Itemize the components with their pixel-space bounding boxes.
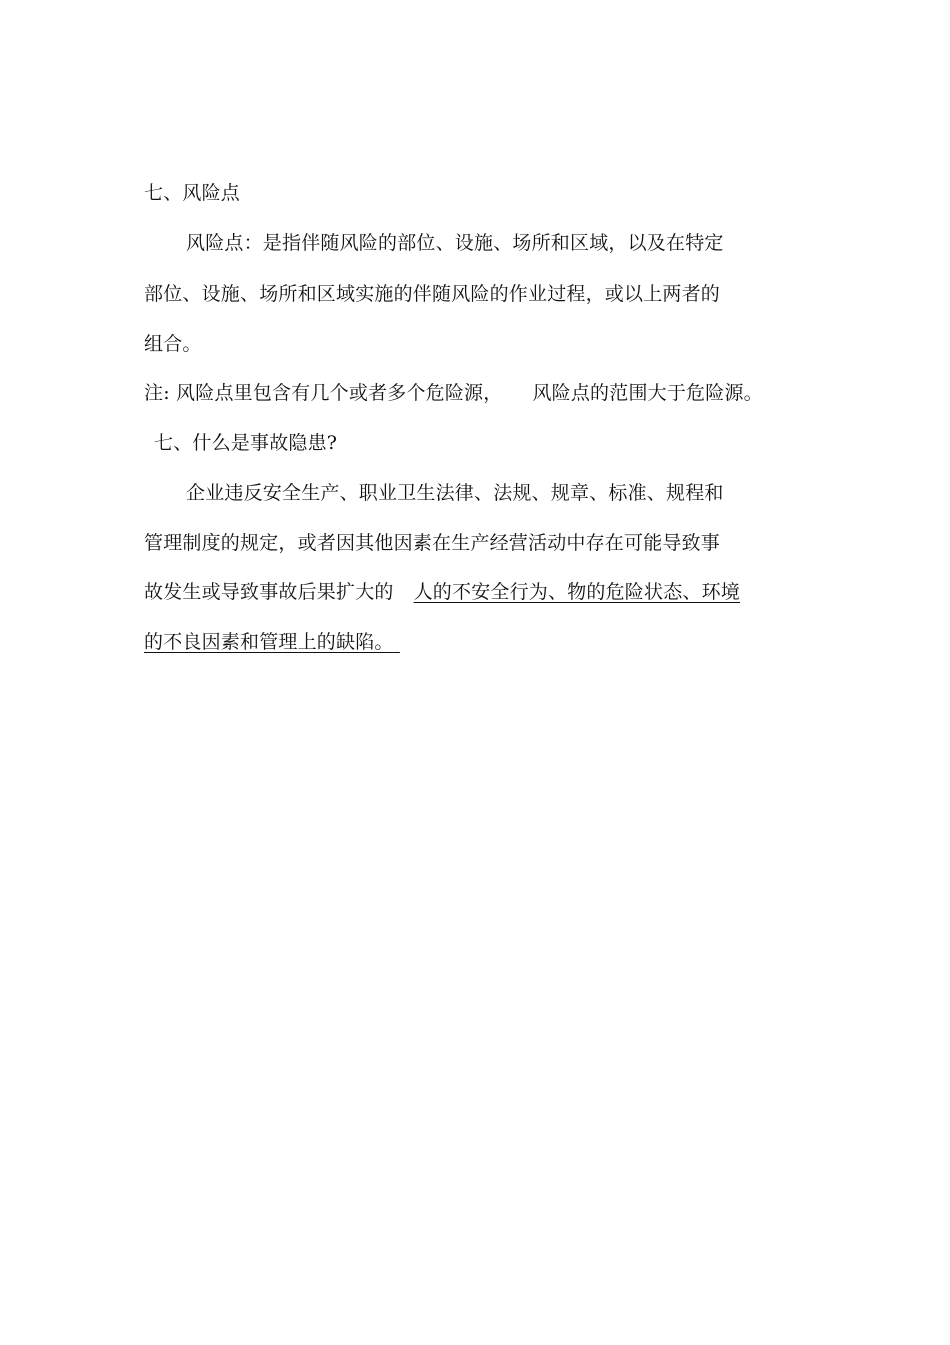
hazard-definition-line-3 xyxy=(144,580,740,604)
risk-point-note-part-2: 风险点的范围大于危险源。 xyxy=(532,382,763,404)
hazard-definition-line-4-underlined: 的不良因素和管理上的缺陷。 xyxy=(144,631,394,653)
section-heading-risk-point: 七、风险点 xyxy=(144,182,241,204)
risk-point-definition-line-3: 组合。 xyxy=(144,333,202,355)
underline-trailing-blank xyxy=(394,630,422,654)
risk-point-note xyxy=(144,381,763,405)
hazard-definition-line-1: 企业违反安全生产、职业卫生法律、法规、规章、标准、规程和 xyxy=(186,482,724,504)
risk-point-definition-line-1: 风险点：是指伴随风险的部位、设施、场所和区域，以及在特定 xyxy=(186,232,724,254)
hazard-definition-line-2: 管理制度的规定，或者因其他因素在生产经营活动中存在可能导致事 xyxy=(144,532,721,554)
risk-point-definition-line-2: 部位、设施、场所和区域实施的伴随风险的作业过程，或以上两者的 xyxy=(144,283,721,305)
hazard-definition-line-3-plain: 故发生或导致事故后果扩大的 xyxy=(144,581,394,603)
risk-point-note-part-1: 注: 风险点里包含有几个或者多个危险源， xyxy=(144,382,503,404)
section-heading-hazard: 七、什么是事故隐患? xyxy=(154,432,338,454)
hazard-definition-line-3-underlined: 人的不安全行为、物的危险状态、环境 xyxy=(413,581,741,603)
hazard-definition-line-4 xyxy=(144,630,422,654)
